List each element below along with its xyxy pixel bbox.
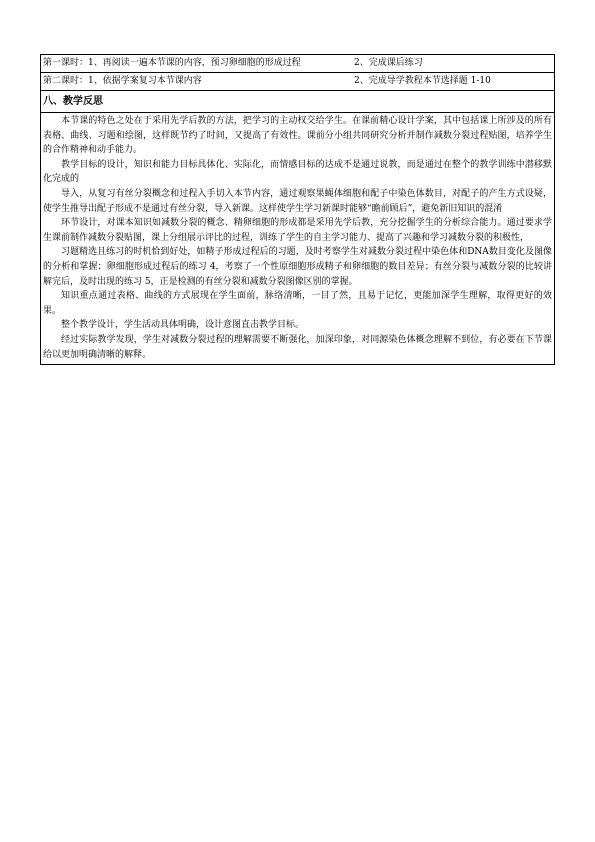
homework-lesson-text: 第一课时：1、再阅读一遍本节课的内容，预习卵细胞的形成过程 [43,58,301,68]
reflection-body [41,113,554,364]
homework-task-text: 2、完成导学教程本节选择题 1-10 [354,76,491,86]
reflection-paragraph: 导入，从复习有丝分裂概念和过程入手切入本节内容，通过观察果蝇体细胞和配子中染色体数目，对配子的产生方式设疑，使学生推导出配子形成不是通过有丝分裂，导入新课。这样使学生学习新课时能够“瞻前顾后”，避免新旧知识的混淆 [43,188,552,214]
reflection-paragraph: 经过实际教学发现，学生对减数分裂过程的理解需要不断强化，加深印象，对同源染色体概念理解不到位，有必要在下节课给以更加明确清晰的解释。 [43,334,552,360]
homework-task-text: 2、完成课后练习 [354,58,423,68]
homework-row-lesson-1 [41,55,554,73]
reflection-paragraph: 环节设计，对课本知识如减数分裂的概念、精卵细胞的形成都是采用先学后教，充分挖掘学生的分析综合能力。通过要求学生课前制作减数分裂贴图，课上分组展示评比的过程，训练了学生的自主学习能力、提高了兴趣和学习减数分裂的积极性， [43,218,552,243]
homework-lesson-text: 第二课时：1、依据学案复习本节课内容 [43,76,202,86]
reflection-paragraph: 教学目标的设计，知识和能力目标具体化、实际化，而情感目标的达成不是通过说教，而是通过在整个的教学训练中潜移默化完成的 [43,159,552,185]
reflection-paragraph: 本节课的特色之处在于采用先学后教的方法，把学习的主动权交给学生。在课前精心设计学案，其中包括课上所涉及的所有表格、曲线、习题和绘图，这样既节约了时间，又提高了有效性。课前分小组共同研究分析并制作减数分裂过程贴图，培养学生的合作精神和动手能力。 [43,116,552,156]
reflection-paragraph: 习题精选且练习的时机恰到好处，如精子形成过程后的习题，及时考察学生对减数分裂过程中染色体和DNA数目变化及图像的分析和掌握；卵细胞形成过程后的练习 4，考察了一个性原细胞形成精子和卵细胞的数目差异；有丝分裂与减数分裂的比较讲解完后，及时出现的练习 5，正是检测的有丝分裂和减数分裂图像区别的掌握。 [43,247,552,287]
lesson-plan-table [40,54,555,365]
section-title-teaching-reflection: 八、教学反思 [41,91,554,113]
reflection-paragraph: 知识重点通过表格、曲线的方式展现在学生面前，脉络清晰，一目了然，且易于记忆，更能加深学生理解，取得更好的效果。 [43,291,552,316]
reflection-paragraph: 整个教学设计，学生活动具体明确，设计意图直击教学目标。 [61,320,305,331]
homework-row-lesson-2 [41,73,554,91]
